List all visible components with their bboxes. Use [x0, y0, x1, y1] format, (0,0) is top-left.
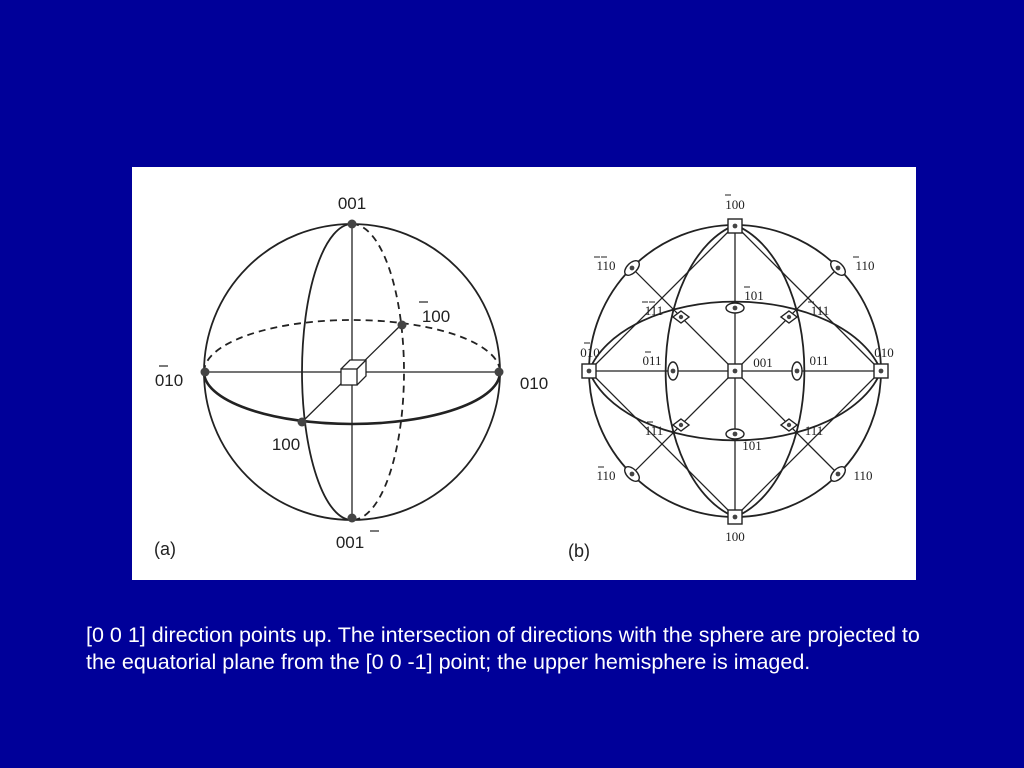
point-010-left	[201, 368, 210, 377]
label-b-ur-111: 111	[810, 303, 830, 318]
label-b-top: 100	[725, 197, 745, 212]
diagram-a-sphere	[204, 224, 500, 520]
label-b-right-mid: 011	[809, 353, 829, 368]
figure-a-tag: (a)	[154, 539, 176, 559]
label-b-ur-110: 110	[855, 258, 875, 273]
label-b-upper-mid: 101	[744, 288, 764, 303]
cube-icon	[341, 360, 366, 385]
point-001-bottom	[348, 514, 357, 523]
diagram-b-labels	[568, 197, 894, 561]
crystal-projection-figure	[132, 167, 916, 580]
point-010-right	[495, 368, 504, 377]
label-b-lower-mid: 101	[742, 438, 762, 453]
label-b-bottom: 100	[725, 529, 745, 544]
label-a-bottom: 001	[335, 533, 365, 552]
label-b-ll-110: 110	[596, 468, 616, 483]
label-b-ul-110: 110	[596, 258, 616, 273]
point-001-top	[348, 220, 357, 229]
label-b-left-mid: 011	[642, 353, 662, 368]
slide-caption: [0 0 1] direction points up. The intersection of directions with the sphere are projected to the equatorial plane from the [0 0 -1] point; the upper hemisphere is imaged.	[86, 623, 920, 674]
label-a-front: 100	[271, 435, 301, 454]
figure-svg	[132, 167, 916, 580]
label-b-ll-111: 111	[644, 423, 664, 438]
label-b-lr-111: 111	[804, 423, 824, 438]
label-a-back: 100	[421, 307, 451, 326]
label-b-lr-110: 110	[853, 468, 873, 483]
point-100-back	[398, 321, 407, 330]
label-b-center: 001	[753, 355, 773, 370]
label-b-ul-111: 111	[644, 303, 664, 318]
point-100-front	[298, 418, 307, 427]
label-b-right: 010	[874, 345, 894, 360]
label-a-left: 010	[154, 371, 184, 390]
label-a-right: 010	[519, 374, 549, 393]
diagram-a-overbars	[159, 302, 428, 531]
label-a-top: 001	[337, 194, 367, 213]
figure-b-tag: (b)	[568, 541, 590, 561]
label-b-left: 010	[580, 345, 600, 360]
